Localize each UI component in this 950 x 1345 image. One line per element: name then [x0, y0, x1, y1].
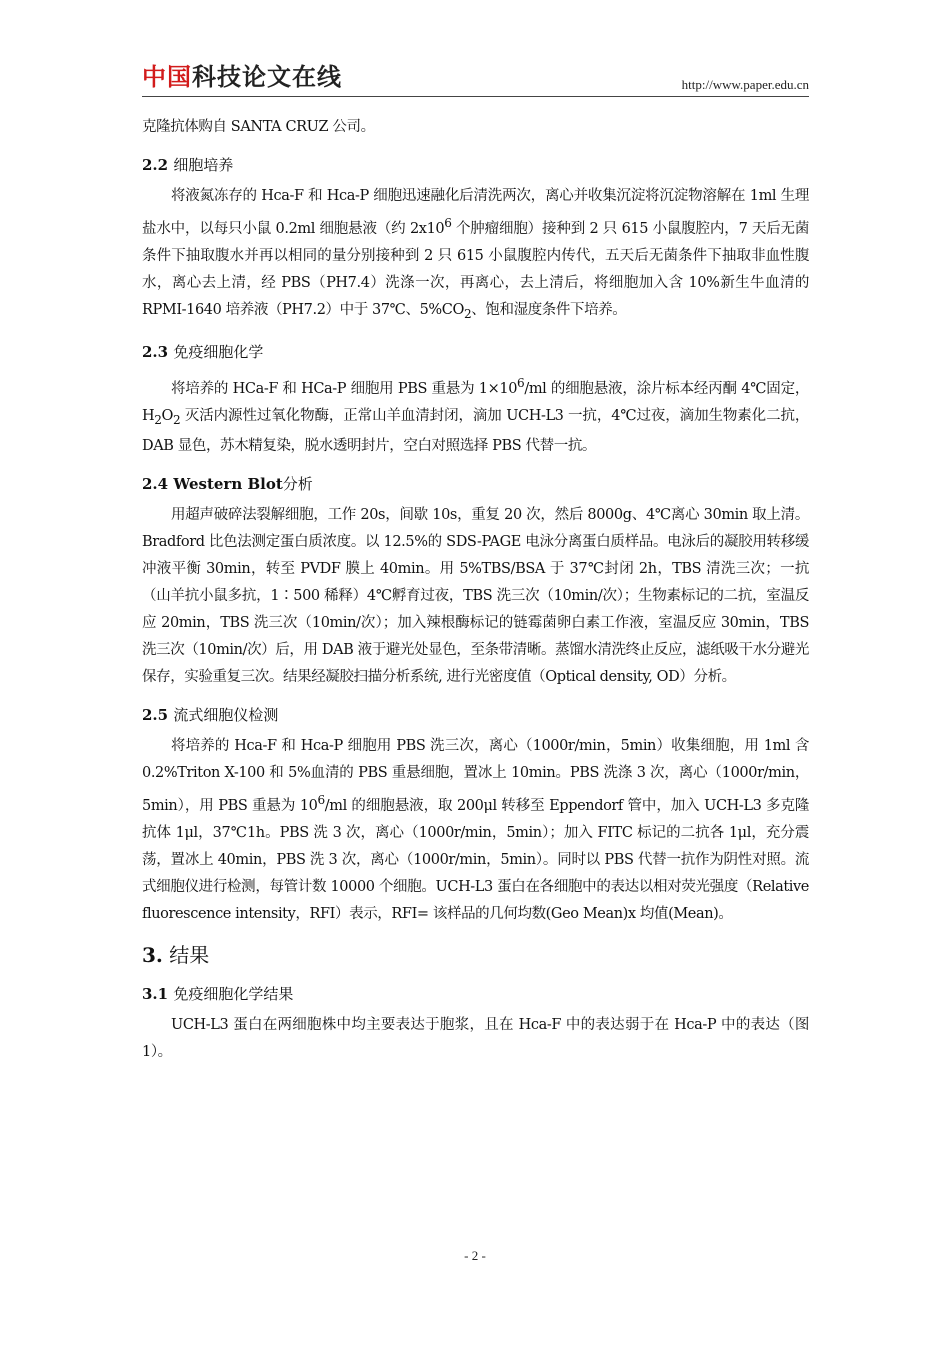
section-title: 分析	[282, 475, 313, 494]
subscript: 2	[464, 306, 472, 321]
section-title: 免疫细胞化学	[173, 342, 264, 361]
section-number: 2.2	[142, 156, 169, 174]
article-body	[142, 114, 809, 1066]
paragraph-flow-cytometry	[142, 733, 809, 928]
section-title: 结果	[169, 943, 210, 968]
section-number: 2.4	[142, 475, 169, 494]
paragraph-results: UCH-L3 蛋白在两细胞株中均主要表达于胞浆，且在 Hca-F 中的表达弱于在 Hca-P 中的表达（图 1）。	[142, 1017, 809, 1061]
text-run: 个肿瘤细胞）接种到 2 只 615 小鼠腹腔内，7 天后无菌条件下抽取腹水并再以相同的量分别接种到 2 只 615 小鼠腹腔内传代，五天后无菌条件下抽取非血性腹水，离心去上清，经 PBS（PH7.4）洗涤一次，再离心，去上清后，将细胞加入含 10%新生牛血清的 RPMI-1640 培养液（PH7.2）中于 37℃、5%CO	[142, 220, 809, 318]
text-run: O	[161, 407, 174, 424]
section-heading-2-2	[142, 153, 809, 177]
superscript: 6	[317, 793, 325, 808]
section-heading-2-3	[142, 340, 809, 364]
section-title-en: Western Blot	[173, 475, 283, 494]
page-header	[142, 62, 809, 96]
text-run: 将培养的 Hca-F 和 Hca-P 细胞用 PBS 洗三次，离心（1000r/min，5min）收集细胞，用 1ml 含 0.2%Triton X-100 和 5%血清的 PBS 重悬细胞，置冰上 10min。PBS 洗涤 3 次，离心（1000r/min，5min），用 PBS 重悬为 10	[142, 738, 809, 815]
subscript: 2	[173, 412, 181, 427]
section-heading-2-5	[142, 703, 809, 727]
section-heading-3	[142, 940, 809, 970]
header-rule	[142, 96, 809, 97]
section-heading-2-4	[142, 472, 809, 496]
section-number: 2.3	[142, 342, 169, 361]
superscript: 6	[517, 375, 525, 390]
header-url[interactable]: http://www.paper.edu.cn	[681, 77, 809, 92]
superscript: 6	[444, 216, 452, 230]
section-number: 3.	[142, 943, 163, 968]
section-number: 2.5	[142, 706, 169, 725]
logo-red-text: 中国	[142, 63, 192, 91]
section-title: 细胞培养	[173, 156, 234, 174]
section-title: 免疫细胞化学结果	[173, 985, 294, 1004]
page-number: - 2 -	[464, 1248, 486, 1263]
logo-dark-text: 科技论文在线	[192, 63, 342, 91]
text-run: 将液氮冻存的 Hca-F 和 Hca-P 细胞迅速融化后清洗两次，离心并收集沉淀将沉淀物溶解在 1ml 生理盐水中，以每只小鼠 0.2ml 细胞悬液（约 2x10	[142, 188, 809, 237]
section-title: 流式细胞仪检测	[173, 706, 279, 725]
subscript: 2	[154, 412, 162, 427]
paragraph-western-blot: 用超声破碎法裂解细胞，工作 20s，间歇 10s，重复 20 次，然后 8000g、4℃离心 30min 取上清。Bradford 比色法测定蛋白质浓度。以 12.5%的 SDS-PAGE 电泳分离蛋白质样品。电泳后的凝胶用转移缓冲液平衡 30min，转至 PVDF 膜上 40min。用 5%TBS/BSA 于 37℃封闭 2h，TBS 清洗三次；一抗（山羊抗小鼠多抗，1∶500 稀释）4℃孵育过夜，TBS 洗三次（10min/次）；生物素标记的二抗，室温反应 20min，TBS 洗三次（10min/次）；加入辣根酶标记的链霉菌卵白素工作液，室温反应 30min，TBS 洗三次（10min/次）后，用 DAB 液于避光处显色，至条带清晰。蒸馏水清洗终止反应，滤纸吸干水分避光保存，实验重复三次。结果经凝胶扫描分析系统, 进行光密度值（Optical density, OD）分析。	[142, 507, 809, 686]
text-run: /ml 的细胞悬液，涂片标本经丙酮 4℃固定，H	[142, 380, 809, 424]
text-run: 将培养的 HCa-F 和 HCa-P 细胞用 PBS 重悬为 1×10	[171, 380, 518, 397]
section-heading-3-1	[142, 982, 809, 1006]
text-run: 、饱和湿度条件下培养。	[471, 301, 627, 318]
paragraph-immunocytochemistry	[142, 370, 809, 461]
text-run: /ml 的细胞悬液，取 200μl 转移至 Eppendorf 管中，加入 UCH-L3 多克隆抗体 1μl，37℃1h。PBS 洗 3 次，离心（1000r/min，5min）；加入 FITC 标记的二抗各 1μl，充分震荡，置冰上 40min，PBS 洗 3 次，离心（1000r/min，5min）。同时以 PBS 代替一抗作为阴性对照。流式细胞仪进行检测，每管计数 10000 个细胞。UCH-L3 蛋白在各细胞中的表达以相对荧光强度（Relative fluorescence intensity，RFI）表示，RFI= 该样品的几何均数(Geo Mean)x 均值(Mean)。	[142, 798, 809, 923]
journal-logo	[142, 62, 342, 92]
intro-line: 克隆抗体购自 SANTA CRUZ 公司。	[142, 119, 375, 135]
paragraph-cell-culture	[142, 183, 809, 328]
section-number: 3.1	[142, 985, 169, 1004]
text-run: 灭活内源性过氧化物酶，正常山羊血清封闭，滴加 UCH-L3 一抗，4℃过夜，滴加生物素化二抗，DAB 显色，苏木精复染，脱水透明封片，空白对照选择 PBS 代替一抗。	[142, 407, 809, 455]
